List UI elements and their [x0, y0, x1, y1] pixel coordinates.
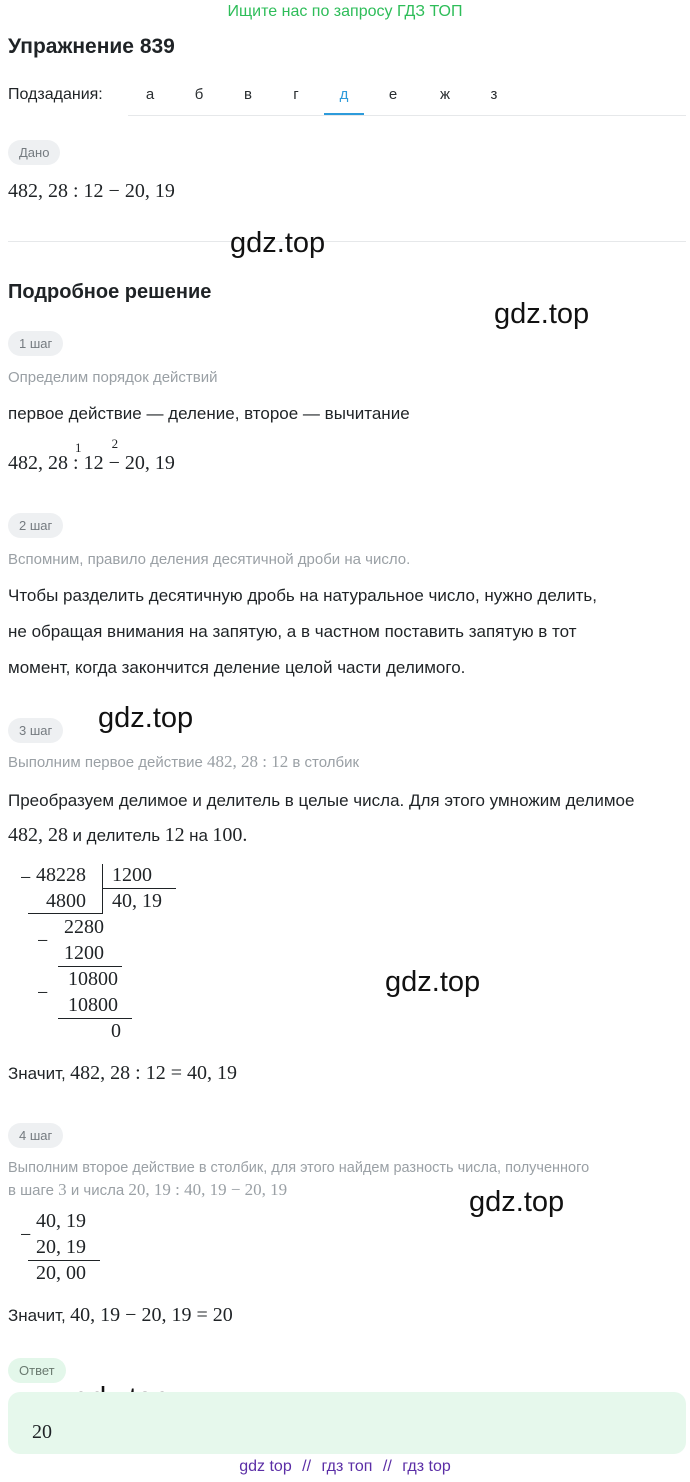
watermark: gdz.top	[494, 298, 590, 330]
tab-g[interactable]: г	[293, 86, 299, 103]
step1-expression	[8, 436, 175, 475]
top-banner[interactable]: Ищите нас по запросу ГДЗ ТОП	[227, 3, 463, 20]
division-minus: −	[37, 930, 49, 952]
step3-hint	[8, 752, 359, 772]
tab-zh[interactable]: ж	[439, 86, 451, 103]
step1-op-divide: :	[73, 452, 79, 474]
footer-link[interactable]: гдз топ	[321, 1458, 373, 1475]
step4-conclusion	[8, 1304, 233, 1327]
step4-conclusion-math: 40, 19 − 20, 19 = 20	[70, 1304, 233, 1326]
watermark: gdz.top	[469, 1186, 565, 1218]
step2-line: не обращая внимания на запятую, а в частном поставить запятую в тот	[8, 622, 577, 641]
footer-link[interactable]: gdz top	[239, 1458, 292, 1475]
subtasks-label: Подзадания:	[8, 86, 103, 103]
step4-hint-line2	[8, 1180, 287, 1200]
step1-order-1: 1	[75, 440, 82, 455]
step4-hint-line1: Выполним второе действие в столбик, для этого найдем разность числа, полученного	[8, 1160, 590, 1176]
given-expression: 482, 28 : 12 − 20, 19	[8, 180, 175, 202]
step1-text: первое действие — деление, второе — вычитание	[8, 404, 410, 423]
step2-hint: Вспомним, правило деления десятичной дроби на число.	[8, 551, 411, 568]
answer-box	[8, 1392, 686, 1454]
step3-conclusion-label: Значит,	[8, 1064, 66, 1083]
division-subtrahend: 1200	[64, 942, 104, 964]
step1-hint: Определим порядок действий	[8, 369, 218, 386]
tab-b[interactable]: б	[194, 86, 204, 103]
step3-badge: 3 шаг	[8, 718, 63, 743]
division-underline	[58, 966, 122, 967]
step2-line: момент, когда закончится деление целой части делимого.	[8, 658, 466, 677]
subtraction-subtrahend: 20, 19	[36, 1236, 86, 1258]
step3-line2	[8, 824, 247, 847]
answer-value: 20	[32, 1421, 52, 1443]
section-divider	[8, 241, 686, 242]
tab-a[interactable]: а	[145, 86, 155, 103]
division-dividend: 48228	[36, 864, 86, 886]
footer-link[interactable]: гдз top	[402, 1458, 451, 1475]
subtraction-underline	[28, 1260, 100, 1261]
step2-badge: 2 шаг	[8, 513, 63, 538]
step3-conclusion	[8, 1062, 237, 1085]
division-minus: −	[20, 867, 32, 889]
tab-active-indicator	[324, 113, 364, 115]
tab-e[interactable]: е	[388, 86, 398, 103]
step1-expr-left: 482, 28	[8, 452, 68, 474]
tab-d[interactable]: д	[339, 86, 349, 103]
division-divisor: 1200	[112, 864, 152, 886]
answer-badge: Ответ	[8, 1358, 66, 1383]
division-bar-vertical	[102, 864, 103, 914]
step4-hint-math: 20, 19 : 40, 19 − 20, 19	[128, 1180, 288, 1199]
footer-separator: //	[302, 1458, 312, 1475]
step1-expr-right: 20, 19	[124, 452, 175, 474]
step3-line2-text: и делитель	[72, 826, 161, 845]
step4-hint-math: 3	[58, 1180, 67, 1199]
division-quotient: 40, 19	[112, 890, 162, 912]
division-underline	[28, 913, 102, 914]
step1-expr-mid: 12	[83, 452, 104, 474]
subtasks-baseline	[128, 115, 686, 116]
division-subtrahend: 4800	[46, 890, 86, 912]
step3-line2-dividend: 482, 28	[8, 824, 68, 846]
tab-z[interactable]: з	[490, 86, 498, 103]
step3-line2-text: на	[189, 826, 208, 845]
step1-order-2: 2	[111, 436, 119, 451]
watermark: gdz.top	[385, 966, 481, 998]
step4-hint-text: в шаге	[8, 1182, 54, 1199]
tab-v[interactable]: в	[244, 86, 252, 103]
division-remainder: 2280	[64, 916, 104, 938]
division-underline	[58, 1018, 132, 1019]
step4-badge: 4 шаг	[8, 1123, 63, 1148]
subtraction-minus: −	[20, 1224, 32, 1246]
step3-hint-math: 482, 28 : 12	[206, 752, 289, 771]
solution-title: Подробное решение	[8, 281, 212, 303]
division-subtrahend: 10800	[68, 994, 118, 1016]
step3-line2-divisor: 12	[164, 824, 185, 846]
division-remainder: 10800	[68, 968, 118, 990]
given-badge: Дано	[8, 140, 60, 165]
step3-conclusion-math: 482, 28 : 12 = 40, 19	[70, 1062, 238, 1084]
subtraction-minuend: 40, 19	[36, 1210, 86, 1232]
step1-op-minus: −	[108, 452, 120, 474]
page-title: Упражнение 839	[8, 35, 175, 58]
step3-hint-tail: в столбик	[292, 754, 360, 771]
step4-conclusion-label: Значит,	[8, 1306, 66, 1325]
footer-separator: //	[382, 1458, 392, 1475]
subtraction-result: 20, 00	[36, 1262, 86, 1284]
step3-hint-text: Выполним первое действие	[8, 754, 203, 771]
footer-links	[0, 1458, 690, 1476]
step3-line1: Преобразуем делимое и делитель в целые числа. Для этого умножим делимое	[8, 791, 635, 810]
step2-line: Чтобы разделить десятичную дробь на натуральное число, нужно делить,	[8, 586, 598, 605]
watermark: gdz.top	[98, 702, 194, 734]
division-bar-horizontal	[102, 888, 176, 889]
division-final-remainder: 0	[111, 1020, 121, 1042]
division-minus: −	[37, 982, 49, 1004]
step3-line2-factor: 100.	[212, 824, 248, 846]
step1-badge: 1 шаг	[8, 331, 63, 356]
step4-hint-text: и числа	[70, 1182, 125, 1199]
watermark: gdz.top	[230, 227, 326, 259]
